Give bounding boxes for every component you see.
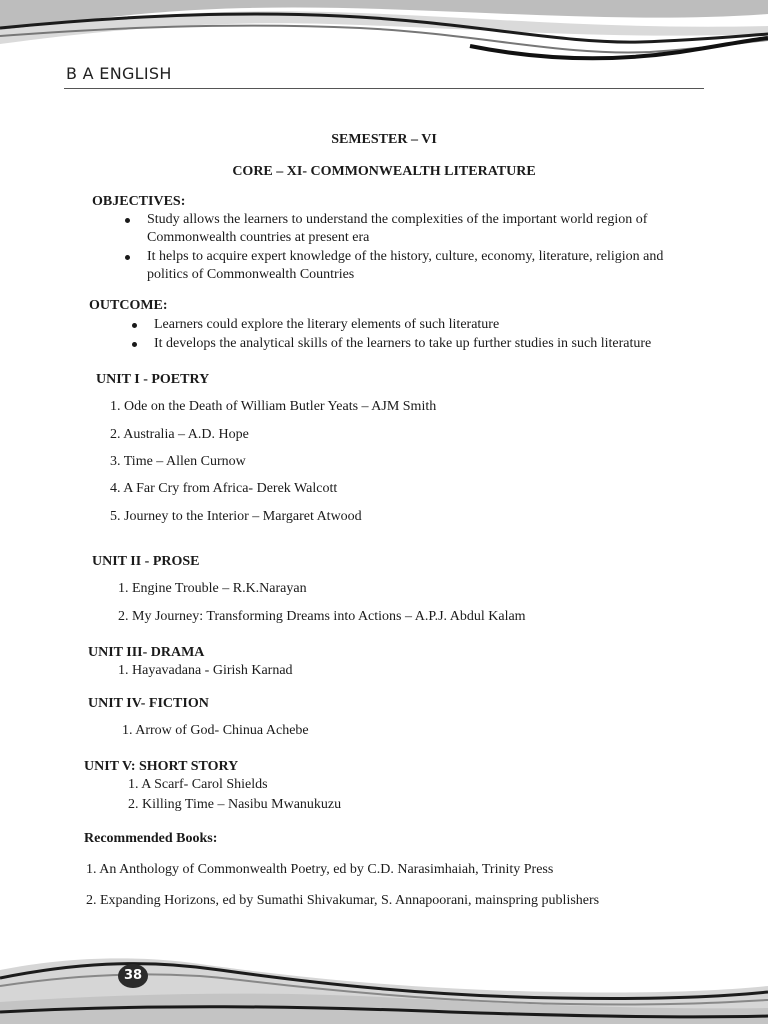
outcome-bullet-2: It develops the analytical skills of the learners to take up further studies in such literature: [154, 336, 652, 351]
unit3-item-1: 1. Hayavadana - Girish Karnad: [118, 663, 293, 678]
recommended-book-1: 1. An Anthology of Commonwealth Poetry, ed by C.D. Narasimhaiah, Trinity Press: [86, 862, 554, 877]
objectives-bullet-1-continued: Commonwealth countries at present era: [147, 230, 370, 245]
unit5-item-2: 2. Killing Time – Nasibu Mwanukuzu: [128, 797, 342, 812]
course-title: CORE – XI- COMMONWEALTH LITERATURE: [232, 164, 536, 179]
unit2-heading: UNIT II - PROSE: [92, 554, 200, 569]
footer-wave-decoration: [0, 940, 768, 1024]
unit2-item-2: 2. My Journey: Transforming Dreams into Actions – A.P.J. Abdul Kalam: [118, 609, 526, 624]
objectives-bullet-1: Study allows the learners to understand the complexities of the important world region of: [147, 212, 648, 227]
unit1-item-3: 3. Time – Allen Curnow: [110, 454, 246, 469]
page-number-badge: 38: [118, 964, 148, 988]
unit1-item-4: 4. A Far Cry from Africa- Derek Walcott: [110, 481, 338, 496]
semester-title: SEMESTER – VI: [331, 132, 437, 147]
outcome-heading: OUTCOME:: [89, 298, 168, 313]
unit3-heading: UNIT III- DRAMA: [88, 645, 205, 660]
unit5-heading: UNIT V: SHORT STORY: [84, 759, 239, 774]
objectives-heading: OBJECTIVES:: [92, 194, 186, 209]
recommended-book-2: 2. Expanding Horizons, ed by Sumathi Shivakumar, S. Annapoorani, mainspring publishers: [86, 893, 600, 908]
recommended-books-heading: Recommended Books:: [84, 831, 218, 846]
outcome-bullet-1: Learners could explore the literary elements of such literature: [154, 317, 500, 332]
unit4-heading: UNIT IV- FICTION: [88, 696, 209, 711]
unit1-item-1: 1. Ode on the Death of William Butler Yeats – AJM Smith: [110, 399, 437, 414]
running-head: B A ENGLISH: [66, 64, 172, 83]
unit1-item-5: 5. Journey to the Interior – Margaret Atwood: [110, 509, 362, 524]
objectives-bullet-2-continued: politics of Commonwealth Countries: [147, 267, 355, 282]
header-rule: [64, 88, 704, 89]
unit2-item-1: 1. Engine Trouble – R.K.Narayan: [118, 581, 307, 596]
unit4-item-1: 1. Arrow of God- Chinua Achebe: [122, 723, 309, 738]
unit5-item-1: 1. A Scarf- Carol Shields: [128, 777, 268, 792]
unit1-item-2: 2. Australia – A.D. Hope: [110, 427, 249, 442]
header-wave-decoration: [0, 0, 768, 70]
unit1-heading: UNIT I - POETRY: [96, 372, 210, 387]
objectives-bullet-2: It helps to acquire expert knowledge of the history, culture, economy, literature, religion and: [147, 249, 664, 264]
